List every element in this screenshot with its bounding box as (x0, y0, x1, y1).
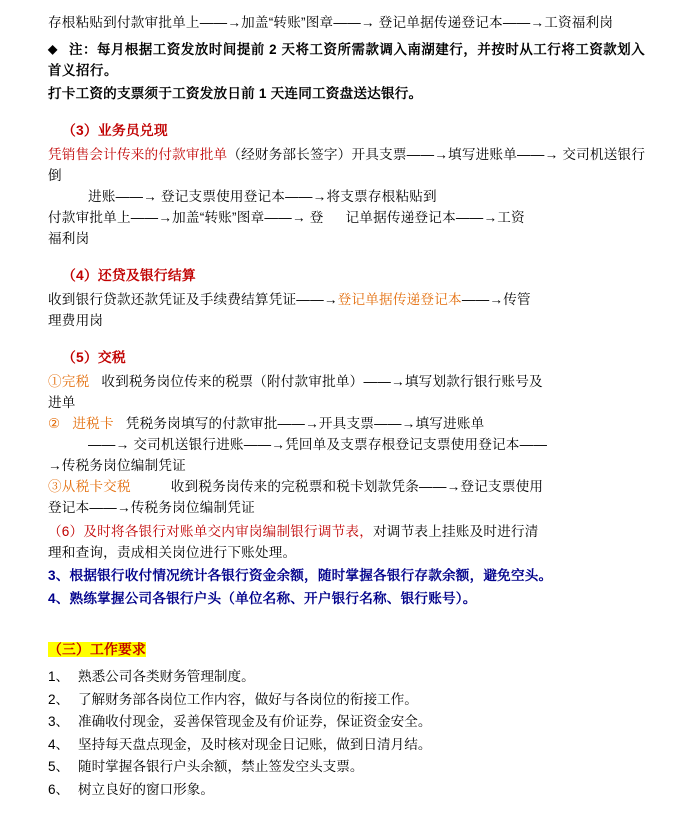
requirement-number: 4、 (48, 736, 70, 752)
requirement-item (48, 689, 656, 712)
requirement-item (48, 711, 656, 734)
section-3-line-3-text: 付款审批单上——→加盖“转账”图章——→ 登 (48, 210, 324, 225)
requirement-text: 了解财务部各岗位工作内容，做好与各岗位的衔接工作。 (78, 691, 418, 707)
section-5-item-3-line-2: 登记本——→传税务岗位编制凭证 (48, 500, 255, 515)
section-4-line-1 (48, 289, 656, 310)
item-label-1: 完税 (61, 374, 90, 389)
requirement-text: 熟悉公司各类财务管理制度。 (78, 669, 255, 684)
requirement-item (48, 756, 656, 779)
section-5-item-2-line-3: →传税务岗位编制凭证 (48, 458, 186, 473)
requirement-number: 2、 (48, 691, 70, 707)
heading-section-5: （5）交税 (62, 350, 126, 365)
item-text-1: 收到税务岗位传来的税票（附付款审批单）——→填写划款行银行账号及 (101, 374, 543, 389)
paragraph-card-salary: 打卡工资的支票须于工资发放日前 1 天连同工资盘送达银行。 (48, 86, 423, 101)
section-3-line-4: 福利岗 (48, 231, 90, 246)
section-4-post: ——→传管 (461, 292, 531, 307)
section-5-item-1 (48, 371, 656, 392)
item-text-3: 收到税务岗传来的完税票和税卡划款凭条——→登记支票使用 (170, 479, 544, 494)
section-5-item-3 (48, 476, 656, 497)
requirement-text: 随时掌握各银行户头余额，禁止签发空头支票。 (78, 759, 364, 774)
section-6-line-2: 理和查询，责成相关岗位进行下账处理。 (48, 545, 297, 560)
requirement-item (48, 666, 656, 689)
heading-section-4: （4）还贷及银行结算 (62, 268, 196, 283)
section-3-line-2 (48, 186, 656, 207)
section-3-line-1-rest: （经财务部长签字）开具支票——→填写进账单——→ 交司机送银行倒 (48, 147, 646, 183)
section-5-item-2-line-2 (48, 434, 656, 455)
requirement-text: 坚持每天盘点现金，及时核对现金日记账，做到日清月结。 (78, 736, 432, 752)
section-3-line-3-tail: 记单据传递登记本——→工资 (345, 210, 525, 225)
requirement-text: 树立良好的窗口形象。 (78, 781, 214, 797)
heading-work-requirements (48, 639, 656, 660)
section-3-red-lead: 凭销售会计传来的付款审批单 (48, 147, 228, 162)
section-6-heading: （6）及时将各银行对账单交内审岗编制银行调节表， (48, 524, 374, 539)
section-3-line-3 (48, 207, 656, 228)
section-5-item-2 (48, 413, 656, 434)
section-3-line-1 (48, 144, 656, 186)
section-4-highlight: 登记单据传递登记本 (337, 292, 462, 307)
section-5-item-1-line-2: 进单 (48, 395, 76, 410)
section-4-line-2: 理费用岗 (48, 313, 104, 328)
item-label-3: 从税卡交税 (61, 479, 131, 494)
requirement-number: 5、 (48, 759, 70, 774)
requirement-number: 6、 (48, 781, 70, 797)
diamond-bullet-icon: ◆ (48, 42, 58, 56)
item-marker-1: ① (48, 374, 62, 389)
item-text-2: 凭税务岗填写的付款审批——→开具支票——→填写进账单 (125, 416, 485, 431)
note-row (48, 39, 656, 81)
section-6 (48, 521, 656, 542)
requirement-number: 3、 (48, 714, 70, 729)
item-marker-3: ③ (48, 479, 62, 494)
note-text: 注：每月根据工资发放时间提前 2 天将工资所需款调入南湖建行，并按时从工行将工资款划入首义招行。 (48, 42, 646, 78)
blue-item-4: 4、熟练掌握公司各银行户头（单位名称、开户银行名称、银行账号）。 (48, 591, 477, 606)
requirement-number: 1、 (48, 669, 70, 684)
heading-section-3: （3）业务员兑现 (62, 123, 168, 138)
paragraph-continuation: 存根粘贴到付款审批单上——→加盖“转账”图章——→ 登记单据传递登记本——→工资福利岗 (48, 15, 614, 30)
item-text-2-cont: ——→ 交司机送银行进账——→凭回单及支票存根登记支票使用登记本—— (88, 437, 548, 452)
requirement-item (48, 779, 656, 802)
item-marker-2: ② (48, 416, 61, 431)
requirement-text: 准确收付现金，妥善保管现金及有价证券，保证资金安全。 (78, 714, 432, 729)
requirement-item (48, 734, 656, 757)
item-label-2: 进税卡 (72, 416, 114, 431)
heading-highlight: （三）工作要求 (48, 642, 146, 657)
blue-item-3: 3、根据银行收付情况统计各银行资金余额，随时掌握各银行存款余额，避免空头。 (48, 568, 553, 583)
section-4-pre: 收到银行贷款还款凭证及手续费结算凭证——→ (48, 292, 338, 307)
section-6-text: 对调节表上挂账及时进行清 (373, 524, 539, 539)
section-3-line-2-text: 进账——→ 登记支票使用登记本——→将支票存根粘贴到 (88, 189, 437, 204)
